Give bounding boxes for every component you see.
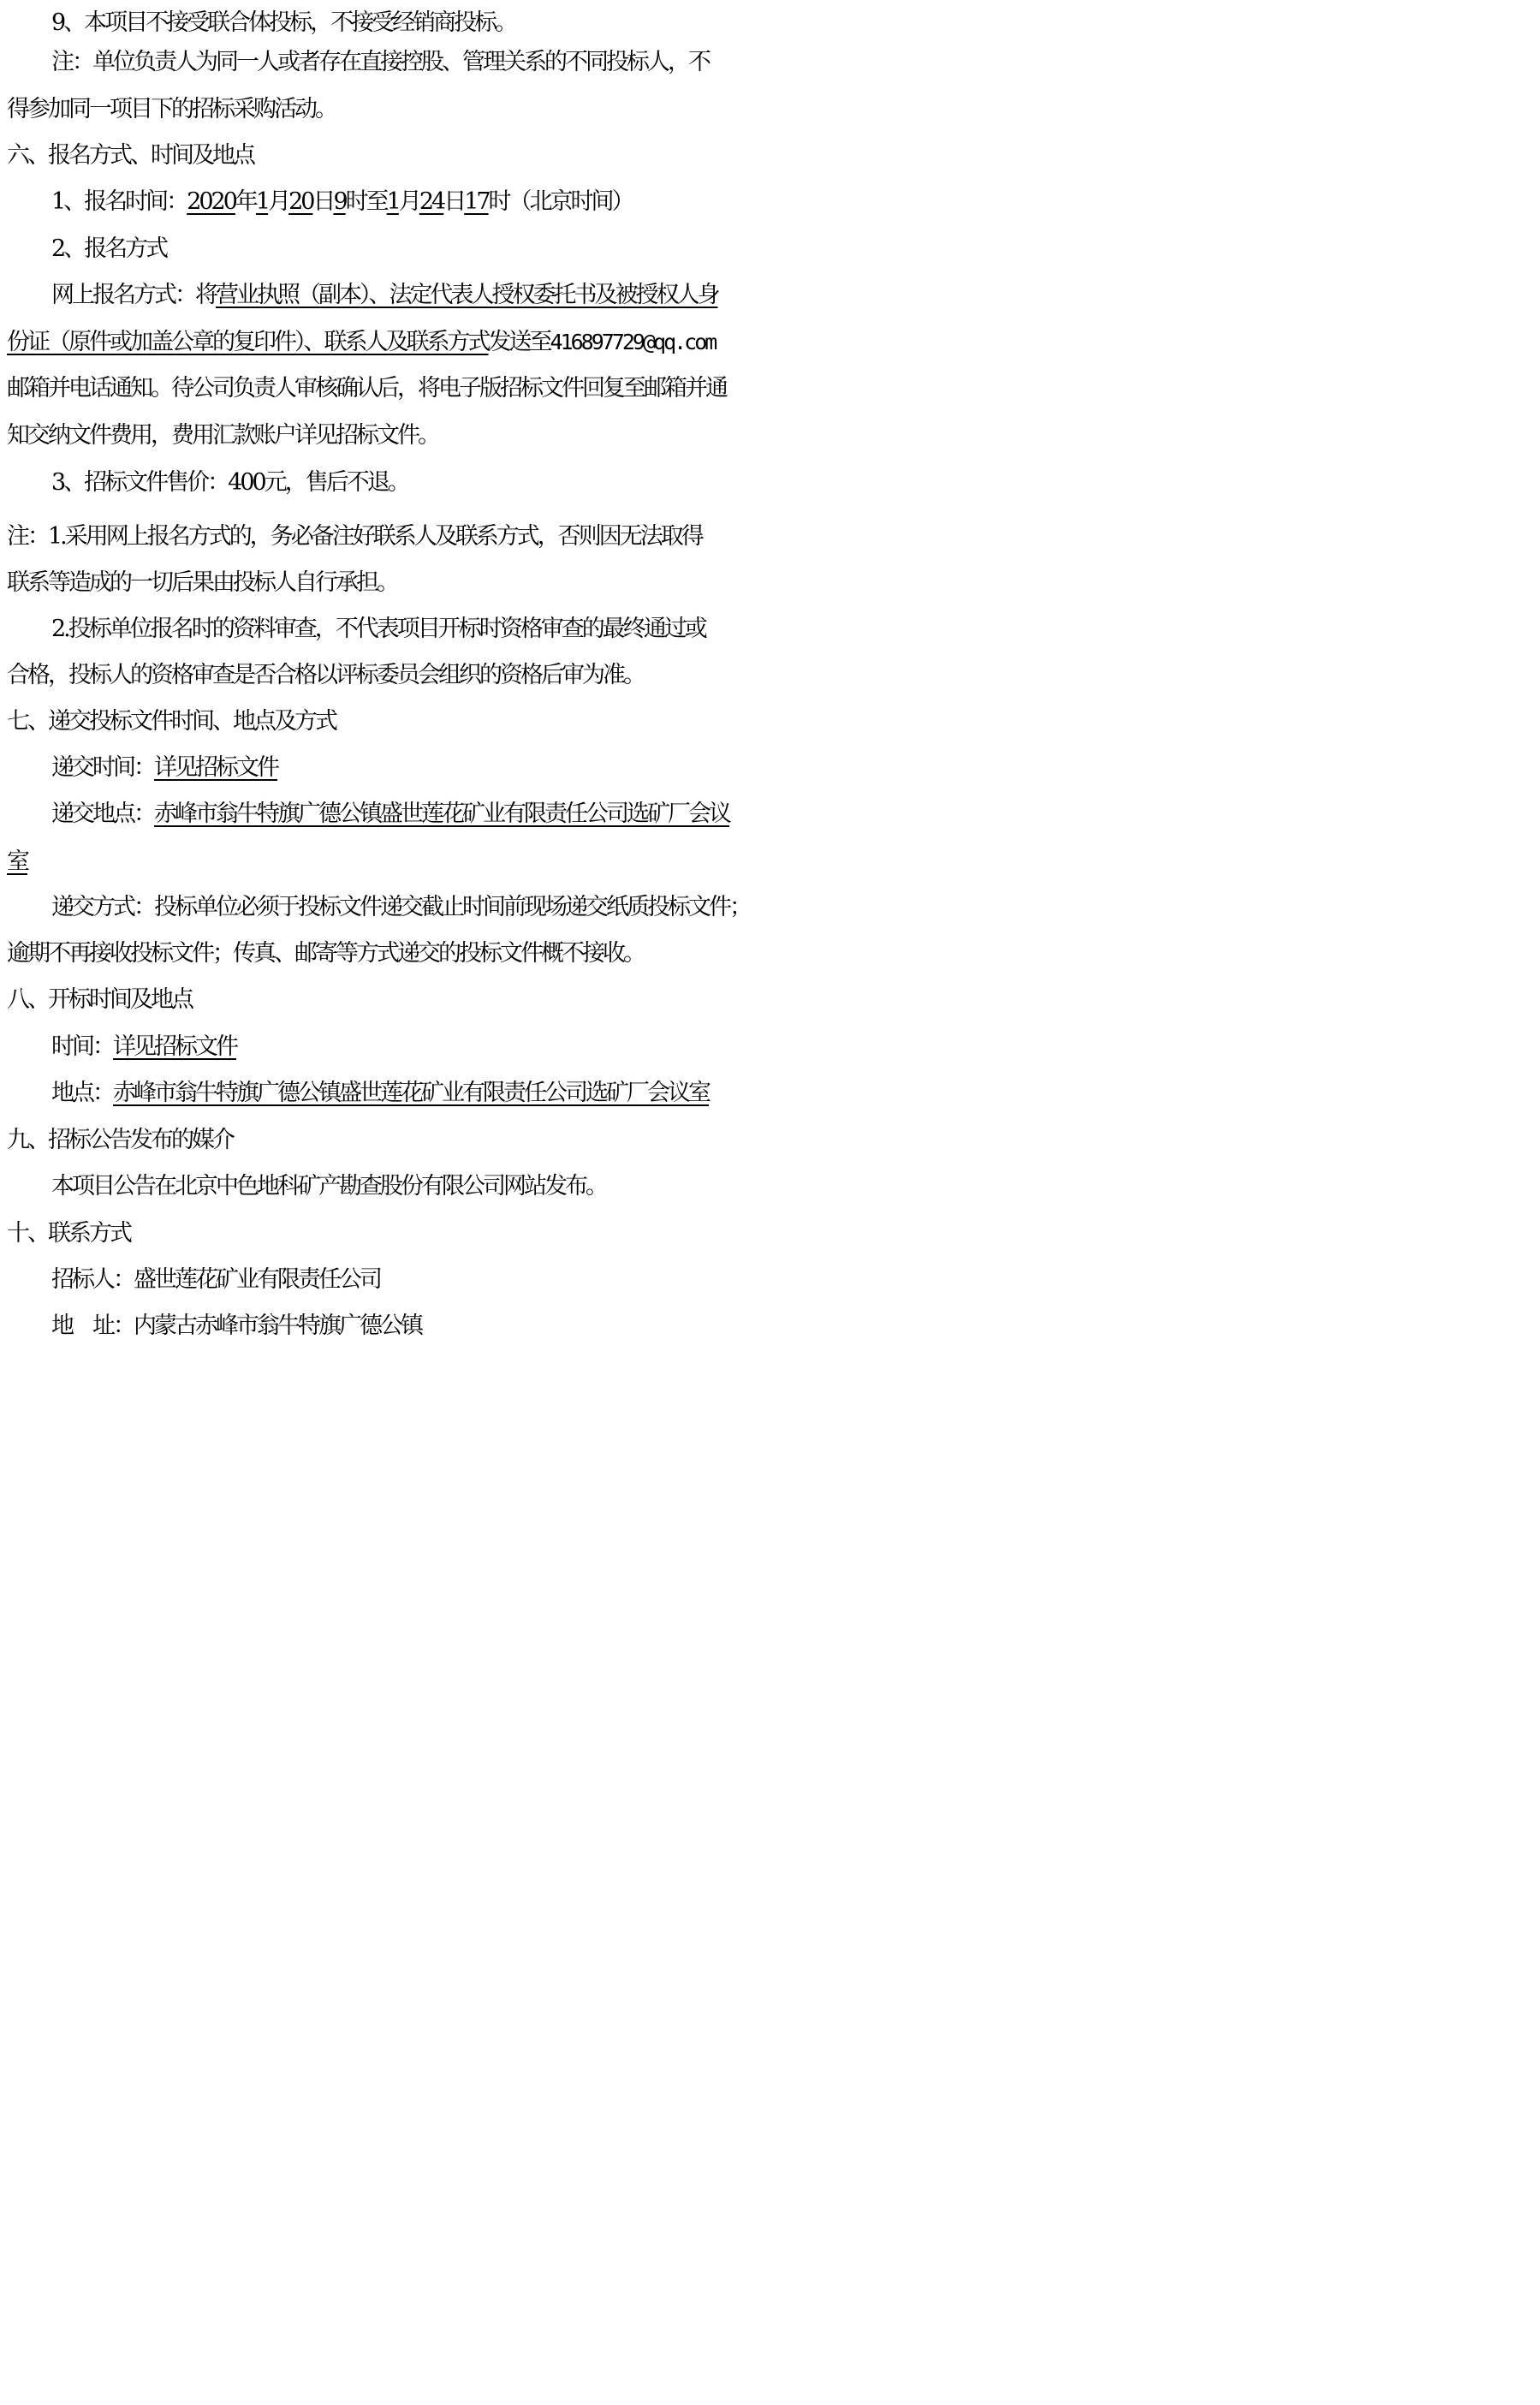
section-7-title: 七、递交投标文件时间、地点及方式 bbox=[7, 708, 336, 735]
submission-place-cont bbox=[0, 839, 847, 885]
registration-start-hour: 9 bbox=[333, 188, 346, 215]
submission-method-cont bbox=[0, 931, 847, 977]
section-9-title: 九、招标公告发布的媒介 bbox=[7, 1127, 233, 1153]
document-page bbox=[0, 0, 847, 1342]
opening-time-value: 详见招标文件 bbox=[113, 1033, 236, 1060]
publication-media bbox=[0, 1164, 847, 1210]
registration-method-label: 2、报名方式 bbox=[51, 235, 167, 262]
hour-to-char: 时至 bbox=[345, 188, 387, 215]
section-10-heading bbox=[0, 1211, 847, 1257]
submission-place bbox=[0, 791, 847, 837]
section-10-title: 十、联系方式 bbox=[7, 1220, 130, 1247]
registration-email: 416897729@qq.com bbox=[550, 330, 716, 354]
month-char: 月 bbox=[268, 188, 289, 215]
tenderer bbox=[0, 1257, 847, 1303]
registration-note-2-line-1: 2.投标单位报名时的资料审查，不代表项目开标时资格审查的最终通过或 bbox=[51, 616, 705, 642]
registration-note-1-line-1: 注：1.采用网上报名方式的，务必备注好联系人及联系方式，否则因无法取得 bbox=[7, 523, 702, 550]
section-6-title: 六、报名方式、时间及地点 bbox=[7, 142, 253, 169]
note-paragraph-cont bbox=[0, 86, 847, 133]
submission-method-line-1: 递交方式：投标单位必须于投标文件递交截止时间前现场递交纸质投标文件； bbox=[51, 894, 750, 920]
submission-place-value-1: 赤峰市翁牛特旗广德公镇盛世莲花矿业有限责任公司选矿厂会议 bbox=[154, 801, 729, 827]
note-paragraph bbox=[0, 39, 847, 86]
opening-place bbox=[0, 1070, 847, 1116]
section-8-heading bbox=[0, 977, 847, 1023]
tenderer-name: 盛世莲花矿业有限责任公司 bbox=[134, 1266, 380, 1293]
address-label: 地 址： bbox=[51, 1313, 134, 1339]
document-price bbox=[0, 460, 847, 506]
submission-place-label: 递交地点： bbox=[51, 801, 154, 827]
registration-start-day: 20 bbox=[288, 188, 313, 215]
tenderer-label: 招标人： bbox=[51, 1266, 134, 1293]
registration-method-title bbox=[0, 226, 847, 272]
online-registration-prefix: 网上报名方式：将 bbox=[51, 282, 216, 308]
submission-method-line-2: 逾期不再接收投标文件；传真、邮寄等方式递交的投标文件概不接收。 bbox=[7, 940, 644, 967]
registration-note-2-line-2: 合格，投标人的资格审查是否合格以评标委员会组织的资格后审为准。 bbox=[7, 662, 644, 688]
month-char-2: 月 bbox=[398, 188, 419, 215]
registration-note-2-cont bbox=[0, 652, 847, 699]
opening-time-label: 时间： bbox=[51, 1033, 113, 1060]
online-registration-line-1 bbox=[0, 272, 847, 318]
online-registration-text-3: 邮箱并电话通知。待公司负责人审核确认后，将电子版招标文件回复至邮箱并通 bbox=[7, 375, 726, 402]
year-char: 年 bbox=[235, 188, 256, 215]
online-registration-text-4: 知交纳文件费用，费用汇款账户详见招标文件。 bbox=[7, 422, 438, 449]
registration-note-1-line-2: 联系等造成的一切后果由投标人自行承担。 bbox=[7, 569, 397, 596]
beijing-time-note: 时（北京时间） bbox=[488, 188, 633, 215]
registration-end-month: 1 bbox=[386, 188, 399, 215]
submission-time bbox=[0, 745, 847, 791]
required-documents-part-2: 份证（原件或加盖公章的复印件）、联系人及联系方式 bbox=[7, 329, 489, 355]
opening-time bbox=[0, 1024, 847, 1070]
registration-note-2 bbox=[0, 606, 847, 652]
address-value: 内蒙古赤峰市翁牛特旗广德公镇 bbox=[134, 1313, 421, 1339]
opening-place-label: 地点： bbox=[51, 1080, 113, 1106]
registration-note-1-cont bbox=[0, 560, 847, 606]
note-line-2: 得参加同一项目下的招标采购活动。 bbox=[7, 96, 336, 122]
address bbox=[0, 1303, 847, 1349]
submission-method bbox=[0, 884, 847, 931]
section-9-heading bbox=[0, 1117, 847, 1164]
online-registration-line-2 bbox=[0, 319, 847, 366]
online-registration-line-4 bbox=[0, 413, 847, 459]
required-documents-part-1: 营业执照（副本）、法定代表人授权委托书及被授权人身 bbox=[216, 282, 718, 308]
day-char-2: 日 bbox=[443, 188, 465, 215]
section-6-heading bbox=[0, 133, 847, 179]
submission-time-value: 详见招标文件 bbox=[154, 754, 277, 781]
send-to-text: 发送至 bbox=[488, 329, 550, 355]
registration-end-hour: 17 bbox=[464, 188, 489, 215]
registration-time-label: 1、报名时间： bbox=[51, 188, 187, 215]
submission-place-value-2: 室 bbox=[7, 848, 27, 875]
registration-year: 2020 bbox=[187, 188, 235, 215]
section-7-heading bbox=[0, 699, 847, 745]
registration-note-1 bbox=[0, 514, 847, 560]
document-price-text: 3、招标文件售价：400元，售后不退。 bbox=[51, 469, 408, 496]
submission-time-label: 递交时间： bbox=[51, 754, 154, 781]
online-registration-line-3 bbox=[0, 366, 847, 412]
registration-end-day: 24 bbox=[419, 188, 444, 215]
registration-start-month: 1 bbox=[255, 188, 269, 215]
note-line-1: 注：单位负责人为同一人或者存在直接控股、管理关系的不同投标人，不 bbox=[51, 49, 709, 75]
publication-media-text: 本项目公告在北京中色地科矿产勘查股份有限公司网站发布。 bbox=[51, 1173, 606, 1200]
opening-place-value: 赤峰市翁牛特旗广德公镇盛世莲花矿业有限责任公司选矿厂会议室 bbox=[113, 1080, 709, 1106]
section-8-title: 八、开标时间及地点 bbox=[7, 986, 192, 1013]
registration-time bbox=[0, 179, 847, 225]
day-char: 日 bbox=[312, 188, 334, 215]
requirement-item-9-text: 9、本项目不接受联合体投标，不接受经销商投标。 bbox=[51, 9, 516, 36]
